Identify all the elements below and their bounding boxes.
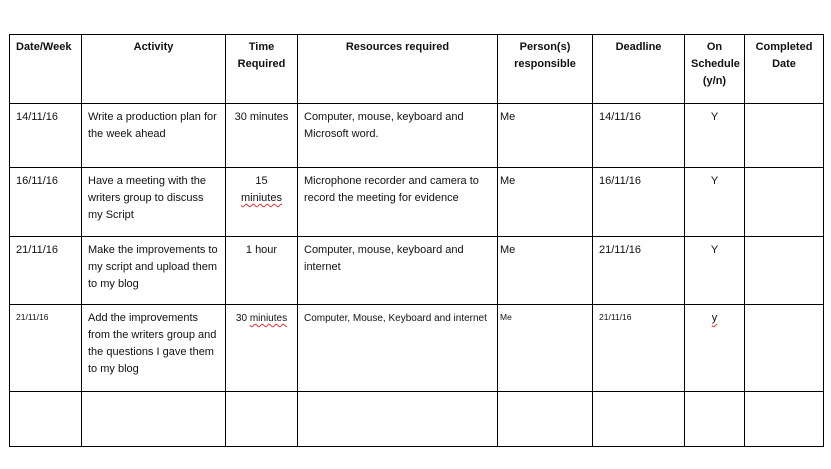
- cell-date: [10, 392, 82, 447]
- header-date-week: Date/Week: [10, 35, 82, 104]
- cell-person: Me: [498, 104, 593, 168]
- cell-on-schedule: [685, 392, 745, 447]
- time-value: 30: [235, 313, 250, 324]
- cell-date: 21/11/16: [10, 237, 82, 305]
- cell-resources: Computer, Mouse, Keyboard and internet: [298, 305, 498, 392]
- time-unit-misspelled: miniutes: [241, 192, 282, 204]
- cell-date: 14/11/16: [10, 104, 82, 168]
- cell-on-schedule: Y: [685, 237, 745, 305]
- cell-time: 30 minutes: [226, 104, 298, 168]
- cell-deadline: [593, 392, 685, 447]
- table-row: [10, 168, 824, 237]
- cell-deadline: 16/11/16: [593, 168, 685, 237]
- cell-completed: [745, 104, 824, 168]
- cell-date: 16/11/16: [10, 168, 82, 237]
- cell-date: 21/11/16: [10, 305, 82, 392]
- production-plan-table: [9, 34, 824, 447]
- cell-completed: [745, 305, 824, 392]
- cell-time: [226, 392, 298, 447]
- on-schedule-value: y: [711, 312, 718, 324]
- cell-activity: [82, 392, 226, 447]
- cell-completed: [745, 168, 824, 237]
- cell-activity: Make the improvements to my script and upload them to my blog: [82, 237, 226, 305]
- cell-on-schedule: [685, 305, 745, 392]
- header-completed-date: Completed Date: [745, 35, 824, 104]
- cell-resources: Computer, mouse, keyboard and Microsoft word.: [298, 104, 498, 168]
- cell-activity: Write a production plan for the week ahead: [82, 104, 226, 168]
- cell-person: Me: [498, 305, 593, 392]
- cell-time: 1 hour: [226, 237, 298, 305]
- cell-completed: [745, 392, 824, 447]
- header-deadline: Deadline: [593, 35, 685, 104]
- header-time-required: Time Required: [226, 35, 298, 104]
- cell-deadline: 21/11/16: [593, 305, 685, 392]
- cell-activity: Add the improvements from the writers group and the questions I gave them to my blog: [82, 305, 226, 392]
- table-row: [10, 104, 824, 168]
- cell-person: Me: [498, 237, 593, 305]
- table-row: [10, 392, 824, 447]
- cell-resources: Microphone recorder and camera to record the meeting for evidence: [298, 168, 498, 237]
- cell-resources: Computer, mouse, keyboard and internet: [298, 237, 498, 305]
- cell-completed: [745, 237, 824, 305]
- cell-on-schedule: Y: [685, 104, 745, 168]
- header-persons-responsible: Person(s) responsible: [498, 35, 593, 104]
- cell-time: [226, 168, 298, 237]
- header-row: [10, 35, 824, 104]
- cell-deadline: 14/11/16: [593, 104, 685, 168]
- cell-person: [498, 392, 593, 447]
- time-unit-misspelled: miniutes: [249, 313, 288, 324]
- cell-person: Me: [498, 168, 593, 237]
- header-resources-required: Resources required: [298, 35, 498, 104]
- table-row: [10, 305, 824, 392]
- cell-deadline: 21/11/16: [593, 237, 685, 305]
- cell-resources: [298, 392, 498, 447]
- cell-time: [226, 305, 298, 392]
- table-row: [10, 237, 824, 305]
- header-on-schedule: On Schedule (y/n): [685, 35, 745, 104]
- time-value: 15: [255, 175, 268, 187]
- cell-activity: Have a meeting with the writers group to discuss my Script: [82, 168, 226, 237]
- header-activity: Activity: [82, 35, 226, 104]
- cell-on-schedule: Y: [685, 168, 745, 237]
